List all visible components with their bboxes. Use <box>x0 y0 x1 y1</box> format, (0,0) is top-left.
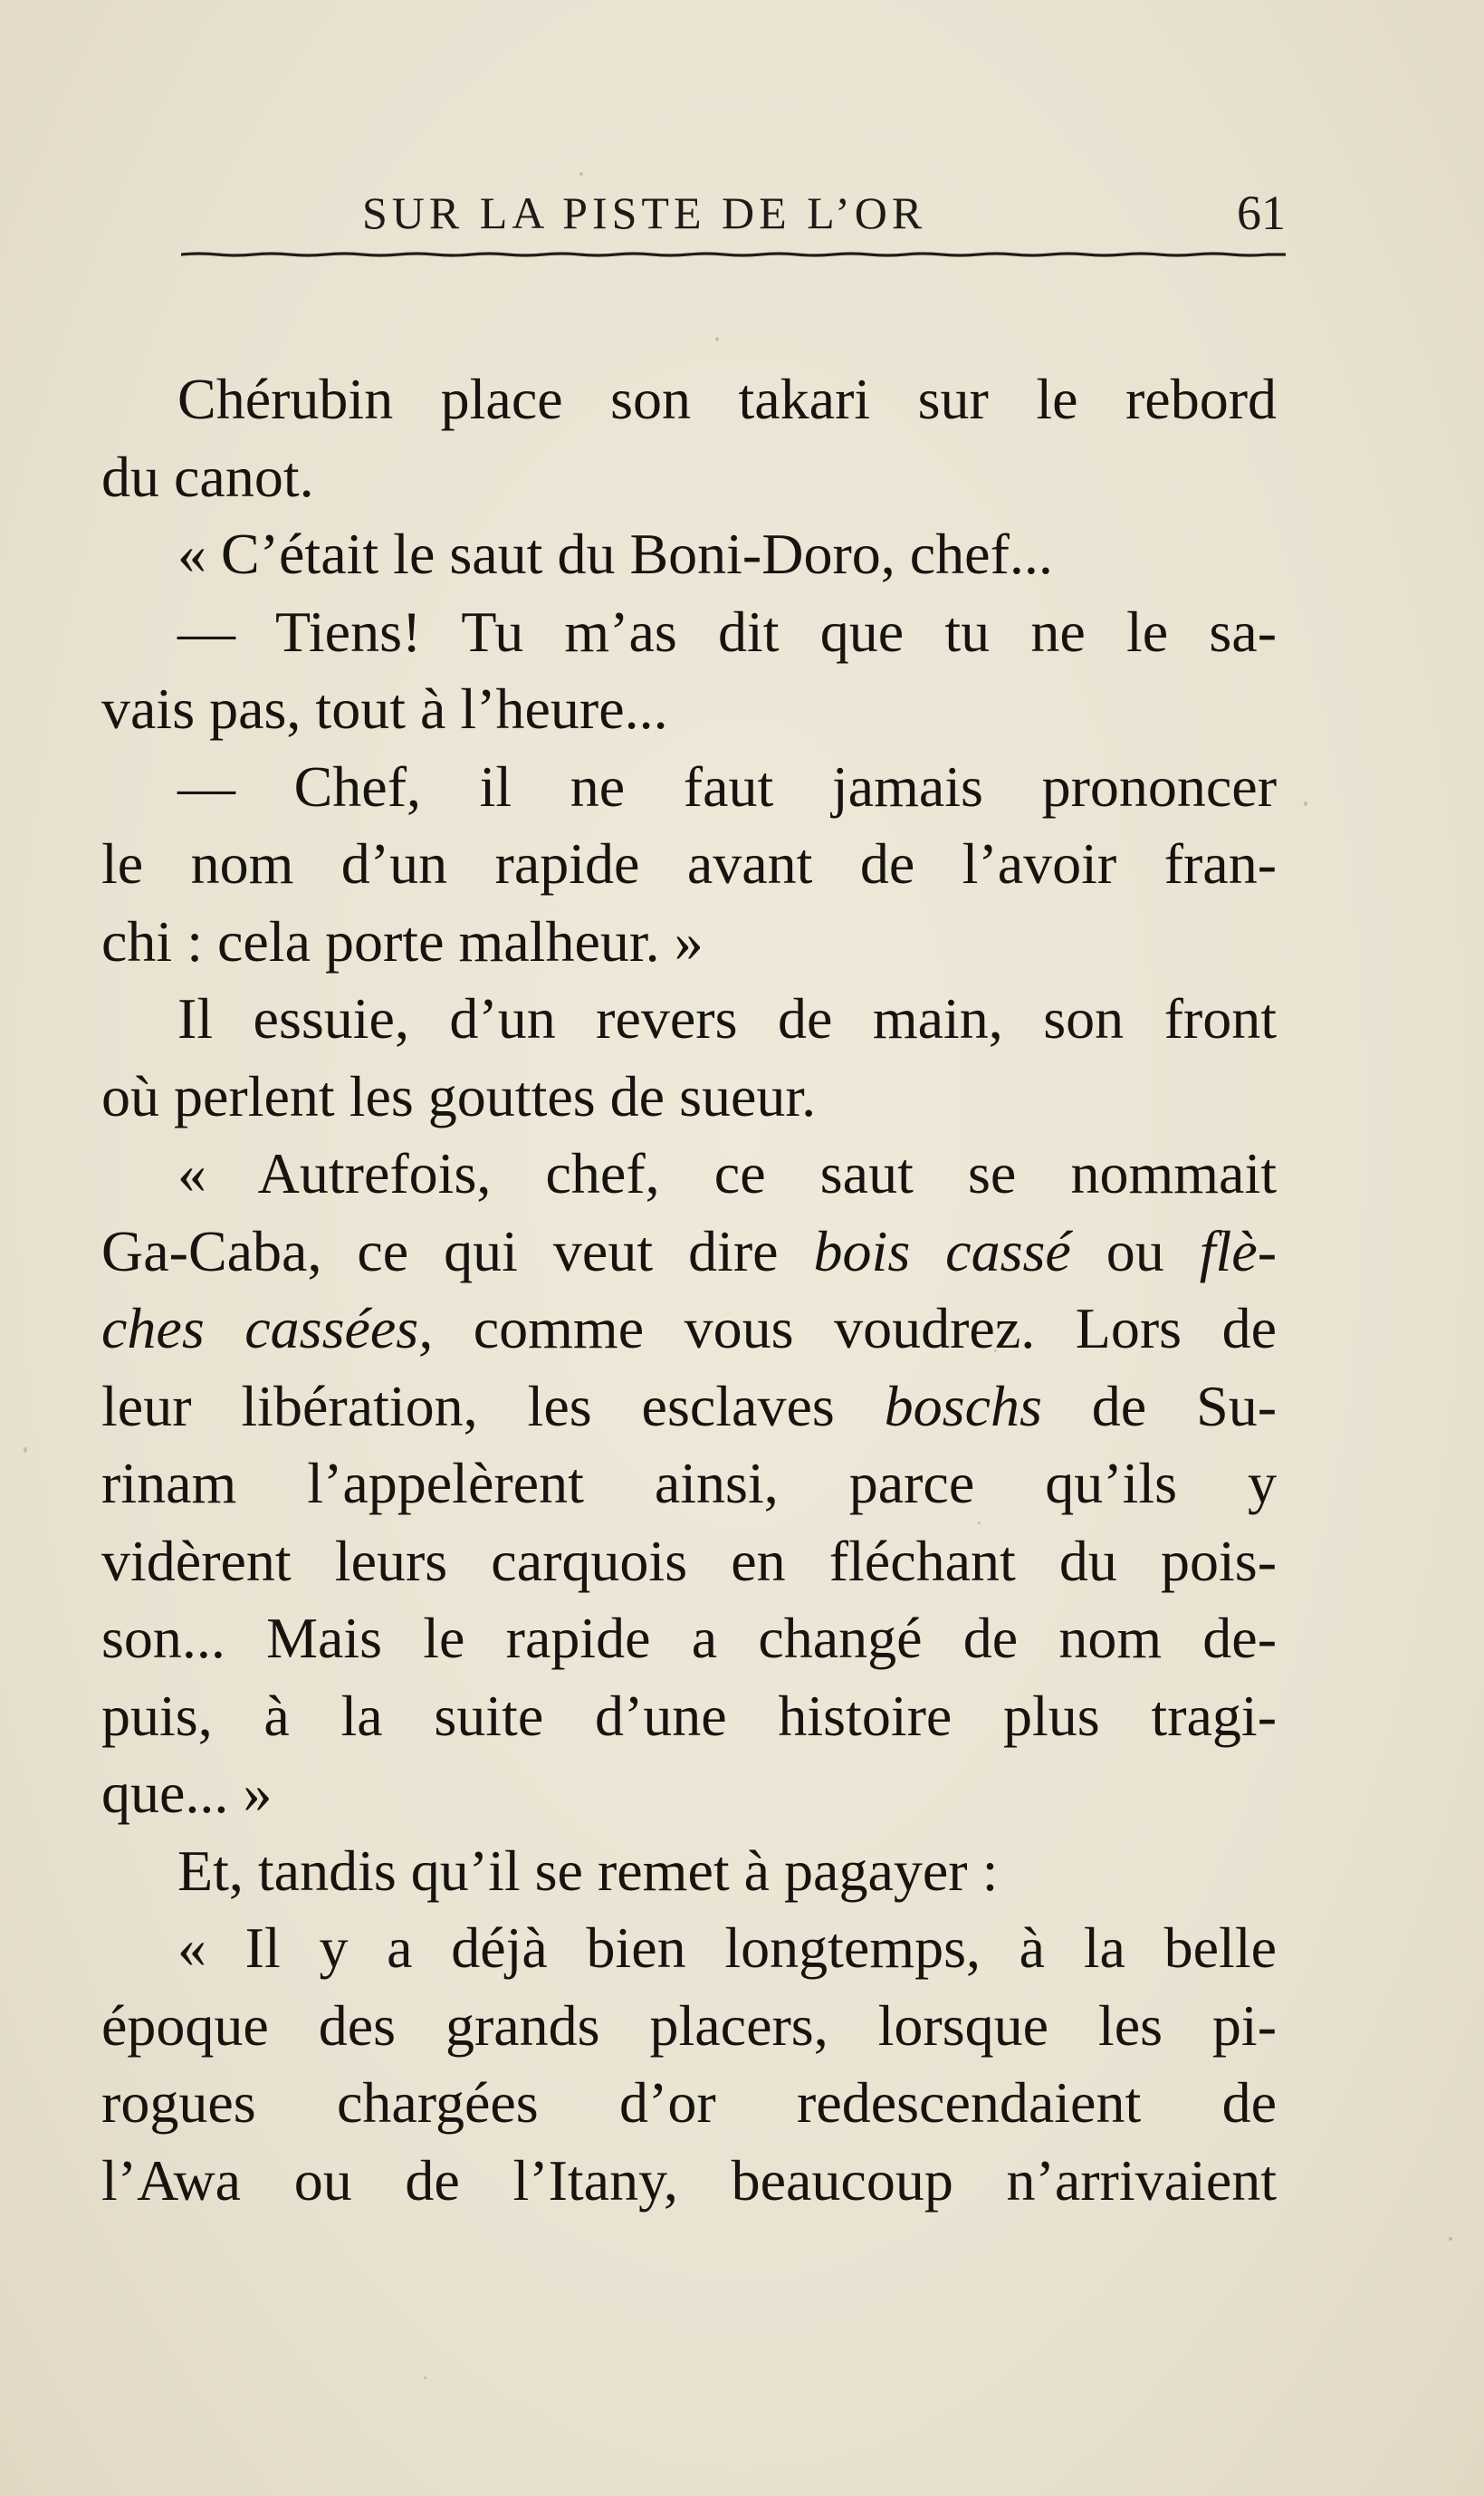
paper-speck <box>715 337 719 341</box>
text-line: vais pas, tout à l’heure... <box>101 677 668 741</box>
text-line: l’Awa ou de l’Itany, beaucoup n’arrivaient <box>101 2147 1277 2213</box>
text-line: — Tiens! Tu m’as dit que tu ne le sa- <box>177 599 1277 664</box>
text-line: Et, tandis qu’il se remet à pagayer : <box>177 1838 999 1903</box>
text-line: du canot. <box>101 444 314 509</box>
paper-speck <box>978 1522 981 1524</box>
paper-speck <box>579 172 583 176</box>
text-line: chi : cela porte malheur. » <box>101 908 704 974</box>
italic-term: ches cassées, <box>101 1296 434 1360</box>
paper-speck <box>424 2376 426 2379</box>
running-header <box>181 181 1286 245</box>
text-line: rogues chargées d’or redescendaient de <box>101 2070 1277 2135</box>
italic-term: boschs <box>884 1373 1042 1438</box>
text-line: « Autrefois, chef, ce saut se nommait <box>177 1141 1277 1205</box>
italic-term: flè- <box>1199 1218 1278 1283</box>
text-line: Ga-Caba, ce qui veut dire bois cassé ou flè- <box>101 1218 1278 1283</box>
text-line: Chérubin place son takari sur le rebord <box>177 367 1277 431</box>
italic-term: bois cassé <box>813 1218 1071 1283</box>
text-line: que... » <box>101 1761 273 1825</box>
body-text <box>101 360 1277 2219</box>
text-line: son... Mais le rapide a changé de nom de- <box>101 1606 1277 1670</box>
text-line: puis, à la suite d’une histoire plus tragi- <box>101 1683 1277 1748</box>
text-line: vidèrent leurs carquois en fléchant du pois- <box>101 1528 1277 1593</box>
text-line: Il essuie, d’un revers de main, son front <box>177 986 1277 1051</box>
text-line: « C’était le saut du Boni-Doro, chef... <box>177 522 1053 586</box>
paper-speck <box>1304 802 1307 806</box>
text-line: « Il y a déjà bien longtemps, à la belle <box>177 1915 1277 1980</box>
text-line: — Chef, il ne faut jamais prononcer <box>177 754 1277 819</box>
text-line: leur libération, les esclaves boschs de Su- <box>101 1373 1278 1438</box>
text-line: où perlent les gouttes de sueur. <box>101 1063 817 1128</box>
paper-speck <box>24 1447 27 1453</box>
text-line: ches cassées, comme vous voudrez. Lors de <box>101 1296 1278 1360</box>
running-title: SUR LA PISTE DE L’OR <box>362 187 927 238</box>
text-line: le nom d’un rapide avant de l’avoir fran- <box>101 831 1277 896</box>
text-line: époque des grands placers, lorsque les pi- <box>101 1992 1277 2058</box>
text-line: rinam l’appelèrent ainsi, parce qu’ils y <box>101 1451 1277 1515</box>
page-number: 61 <box>1237 186 1286 240</box>
paper-speck <box>1449 2237 1452 2241</box>
header-rule <box>181 252 1286 259</box>
paper-speck <box>994 1349 997 1352</box>
